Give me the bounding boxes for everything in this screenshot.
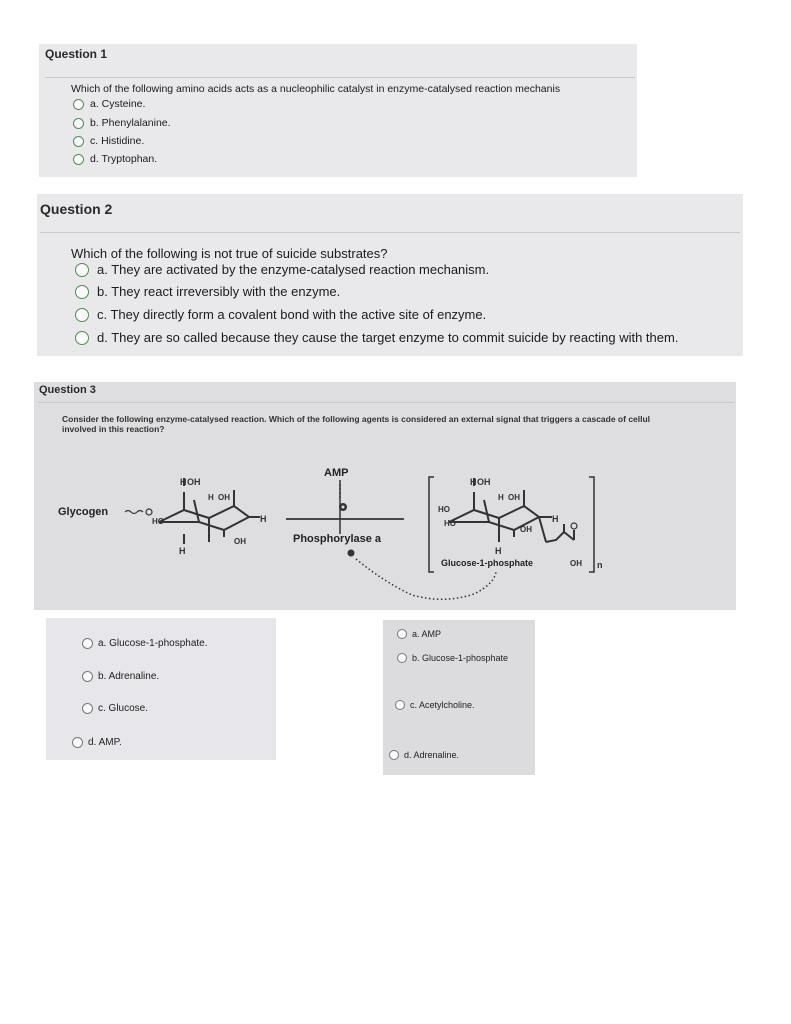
right-option-c[interactable]	[395, 700, 475, 710]
question-1-option-c[interactable]	[73, 135, 144, 147]
question-2-option-b[interactable]	[75, 284, 340, 299]
inhibition-symbol	[348, 550, 355, 557]
question-2-option-c[interactable]	[75, 307, 486, 322]
oxygen-atom	[146, 509, 152, 515]
radio-button[interactable]	[395, 700, 405, 710]
hydroxyl-label: OH	[218, 493, 230, 502]
glucose-1-phosphate-label: Glucose-1-phosphate	[441, 558, 534, 568]
radio-button[interactable]	[73, 118, 84, 129]
radio-button[interactable]	[82, 703, 93, 714]
radio-button[interactable]	[73, 154, 84, 165]
question-2-title: Question 2	[40, 201, 113, 217]
repeat-count-label: n	[597, 560, 603, 570]
right-option-a[interactable]	[397, 629, 441, 639]
option-label: d. Tryptophan.	[90, 153, 158, 165]
radio-button[interactable]	[75, 285, 89, 299]
hydroxyl-label: OH	[570, 559, 582, 568]
hydroxyl-label: OH	[234, 537, 246, 546]
question-2-panel	[37, 194, 743, 356]
hydrogen-label: H	[180, 477, 187, 487]
question-1-text: Which of the following amino acids acts as a nucleophilic catalyst in enzyme-catalysed reaction mechanis	[71, 83, 561, 95]
hydrogen-label: H	[552, 514, 559, 524]
question-1-divider	[45, 77, 635, 78]
right-option-d[interactable]	[389, 750, 459, 760]
hydroxyl-label: OH	[187, 477, 201, 487]
question-2-text: Which of the following is not true of suicide substrates?	[71, 246, 388, 261]
phosphorylase-label: Phosphorylase a	[293, 533, 382, 545]
option-label: b. Glucose-1-phosphate	[412, 653, 509, 663]
hydrogen-label: H	[498, 493, 504, 502]
answer-options-box-left	[46, 618, 276, 760]
radio-button[interactable]	[75, 331, 89, 345]
option-label: d. Adrenaline.	[404, 750, 460, 760]
product-glucose-ring	[449, 478, 574, 542]
reaction-diagram	[34, 382, 736, 610]
hydroxyl-label: OH	[520, 525, 532, 534]
glycogen-glucose-ring	[159, 478, 260, 544]
radio-button[interactable]	[75, 308, 89, 322]
left-option-a[interactable]	[82, 638, 208, 649]
question-2-option-a[interactable]	[75, 262, 489, 277]
right-bracket	[589, 477, 594, 572]
radio-button[interactable]	[73, 99, 84, 110]
radio-button[interactable]	[73, 136, 84, 147]
activation-symbol-center	[342, 506, 345, 509]
left-option-b[interactable]	[82, 671, 159, 682]
option-label: a. Cysteine.	[90, 98, 146, 110]
option-label: a. Glucose-1-phosphate.	[98, 638, 208, 649]
radio-button[interactable]	[389, 750, 399, 760]
radio-button[interactable]	[75, 263, 89, 277]
hydroxyl-label: OH	[477, 477, 491, 487]
amp-label: AMP	[324, 467, 349, 479]
option-label: b. Phenylalanine.	[90, 117, 171, 129]
phosphate-oxygen	[571, 523, 577, 529]
hydrogen-label: H	[495, 546, 502, 556]
option-label: b. They react irreversibly with the enzyme.	[97, 284, 341, 299]
question-2-option-d[interactable]	[75, 330, 678, 345]
right-option-b[interactable]	[397, 653, 508, 663]
hydroxyl-label: OH	[508, 493, 520, 502]
hydrogen-label: H	[208, 493, 214, 502]
left-bracket	[429, 477, 434, 572]
option-label: a. AMP	[412, 629, 442, 639]
option-label: c. Acetylcholine.	[410, 700, 475, 710]
option-label: d. AMP.	[88, 737, 122, 748]
hydroxyl-group-label: HO	[152, 517, 164, 526]
radio-button[interactable]	[72, 737, 83, 748]
question-1-title: Question 1	[45, 47, 108, 61]
radio-button[interactable]	[397, 653, 407, 663]
radio-button[interactable]	[82, 638, 93, 649]
hydroxyl-group-label: HO	[444, 519, 456, 528]
answer-options-box-right	[383, 620, 535, 775]
hydrogen-label: H	[179, 546, 186, 556]
left-option-d[interactable]	[72, 737, 122, 748]
question-1-option-d[interactable]	[73, 153, 157, 165]
glycosidic-bond	[125, 511, 143, 514]
option-label: d. They are so called because they cause the target enzyme to commit suicide by reacting with them.	[97, 330, 679, 345]
hydroxyl-group-label: HO	[438, 505, 450, 514]
question-3-panel	[34, 382, 736, 610]
radio-button[interactable]	[82, 671, 93, 682]
glycogen-label: Glycogen	[58, 506, 109, 518]
hydrogen-label: H	[470, 477, 477, 487]
hydrogen-label: H	[260, 514, 267, 524]
left-option-c[interactable]	[82, 703, 148, 714]
question-3-text-line-1: Consider the following enzyme-catalysed reaction. Which of the following agents is considered an external signal that triggers a cascade of cellul	[62, 414, 651, 424]
option-label: a. They are activated by the enzyme-catalysed reaction mechanism.	[97, 262, 490, 277]
radio-button[interactable]	[397, 629, 407, 639]
question-2-divider	[40, 232, 740, 233]
question-3-text-line-2: involved in this reaction?	[62, 424, 165, 434]
option-label: c. They directly form a covalent bond with the active site of enzyme.	[97, 307, 487, 322]
option-label: c. Histidine.	[90, 135, 145, 147]
question-1-option-a[interactable]	[73, 98, 145, 110]
question-3-title: Question 3	[39, 384, 96, 396]
option-label: b. Adrenaline.	[98, 671, 160, 682]
question-1-option-b[interactable]	[73, 117, 171, 129]
option-label: c. Glucose.	[98, 703, 149, 714]
question-1-panel	[39, 44, 637, 177]
